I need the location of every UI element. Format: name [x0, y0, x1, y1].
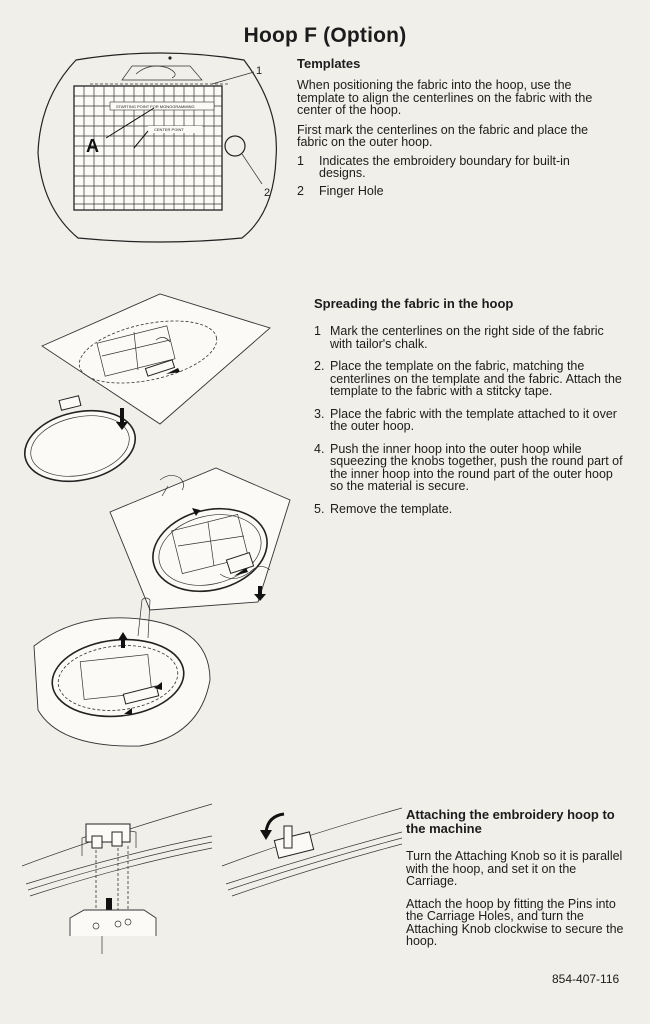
spreading-step-text: Remove the template. [330, 501, 453, 516]
spreading-step-num: 2. [314, 359, 325, 373]
templates-para-1: When positioning the fabric into the hoop, use the template to align the centerlines on the fabric with the center of the hoop. [297, 78, 593, 117]
spreading-step [314, 360, 624, 398]
finger-hole-icon [225, 136, 245, 156]
attaching-illustrations [22, 796, 402, 976]
templates-item-text: Indicates the embroidery boundary for built-in designs. [319, 153, 570, 180]
spreading-step-text: Place the fabric with the template attached to it over the outer hoop. [330, 406, 617, 433]
spreading-heading: Spreading the fabric in the hoop [314, 296, 514, 311]
spreading-illustrations [20, 290, 300, 760]
spreading-step-num: 4. [314, 441, 325, 456]
spreading-step-text: Place the template on the fabric, matching the centerlines on the template and the fabric. Attach the template to the fabric with a stitcky tape. [330, 359, 622, 398]
spreading-step-num: 5. [314, 501, 325, 516]
template-center-label: CENTER POINT [154, 127, 184, 132]
spreading-step-text: Mark the centerlines on the right side of the fabric with tailor's chalk. [330, 324, 604, 351]
spreading-section [314, 296, 624, 525]
spreading-step [314, 408, 624, 433]
attaching-heading: Attaching the embroidery hoop to the machine [406, 807, 615, 836]
templates-section [297, 56, 607, 207]
spreading-step [314, 443, 624, 493]
hoop-template-illustration [30, 48, 290, 248]
templates-para-2: First mark the centerlines on the fabric and place the fabric on the outer hoop. [297, 122, 589, 149]
spreading-step-num: 3. [314, 406, 325, 421]
callout-2: 2 [264, 187, 271, 199]
attaching-section [406, 808, 628, 948]
part-number: 854-407-116 [552, 972, 620, 986]
attaching-para-2: Attach the hoop by fitting the Pins into the Carriage Holes, and turn the Attaching Knob clockwise to secure the hoop. [406, 896, 624, 948]
spreading-step-num: 1 [314, 324, 321, 338]
spreading-step [314, 503, 624, 516]
templates-item-text: Finger Hole [319, 183, 384, 198]
templates-item-num: 1 [297, 153, 304, 168]
templates-item-num: 2 [297, 183, 304, 198]
template-start-label: STARTING POINT FOR MONOGRAMMING [116, 104, 195, 109]
spreading-step [314, 325, 624, 350]
templates-item [297, 185, 607, 198]
spreading-step-text: Push the inner hoop into the outer hoop while squeezing the knobs together, push the round part of the inner hoop into the round part of the outer hoop so the material is secure. [330, 441, 623, 493]
templates-heading: Templates [297, 56, 361, 71]
callout-1: 1 [256, 65, 263, 77]
template-letter: A [86, 136, 99, 156]
page-title: Hoop F (Option) [243, 24, 407, 47]
templates-item [297, 155, 607, 180]
attaching-para-1: Turn the Attaching Knob so it is parallel with the hoop, and set it on the Carriage. [406, 849, 623, 888]
